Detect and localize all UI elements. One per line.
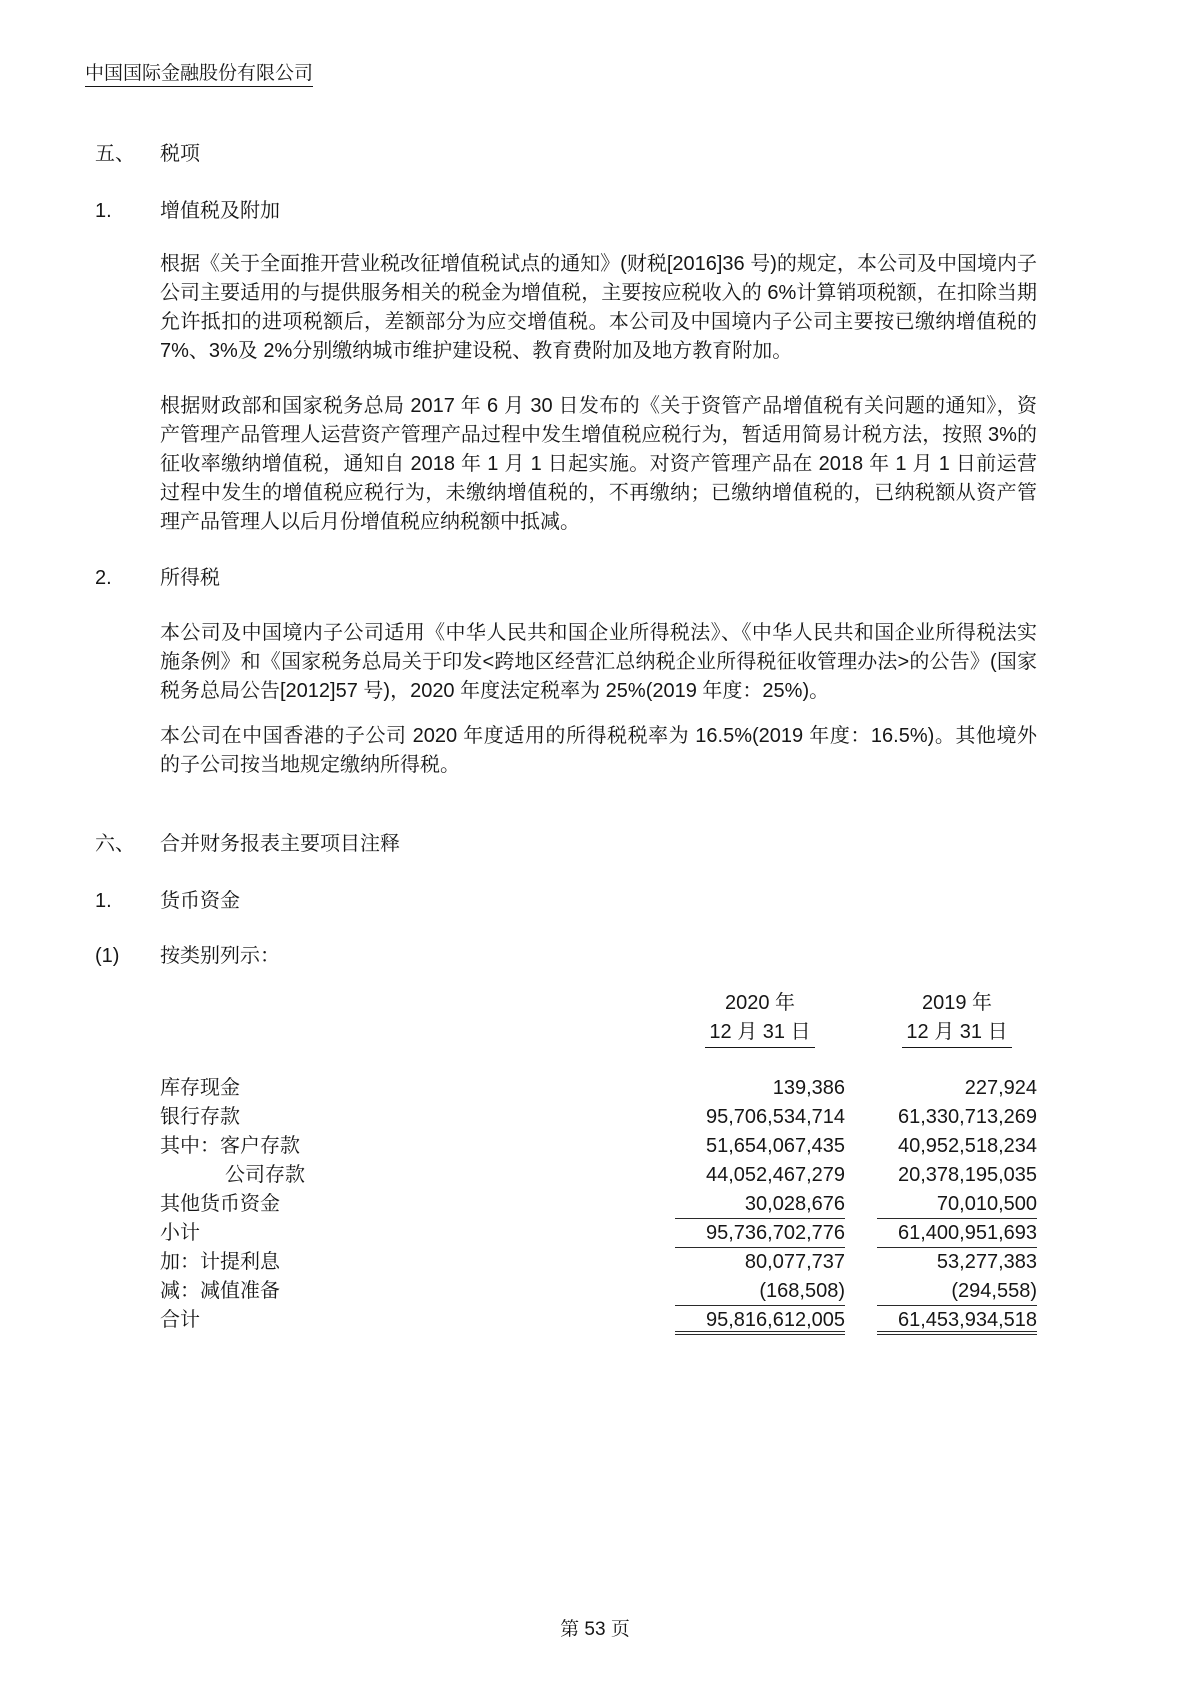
page-number: 第 53 页 xyxy=(560,1619,630,1640)
row-label: 库存现金 xyxy=(160,1077,240,1099)
subsection-5-2-number: 2. xyxy=(95,567,112,589)
value-2020: 44,052,467,279 xyxy=(705,1164,845,1186)
row-label: 减：减值准备 xyxy=(160,1280,280,1302)
table-row-client-deposits xyxy=(160,1132,1037,1161)
company-name: 中国国际金融股份有限公司 xyxy=(85,62,313,87)
column-header-2020-date: 12 月 31 日 xyxy=(705,1018,814,1048)
row-label: 银行存款 xyxy=(160,1106,240,1128)
row-label: 小计 xyxy=(160,1222,200,1244)
column-gap xyxy=(845,1219,877,1248)
column-gap xyxy=(845,1103,877,1132)
value-2019: (294,558) xyxy=(877,1277,1037,1306)
row-label: 合计 xyxy=(160,1309,200,1331)
paragraph-income-tax-2: 本公司在中国香港的子公司 2020 年度适用的所得税税率为 16.5%(2019 年度：16.5%)。其他境外的子公司按当地规定缴纳所得税。 xyxy=(160,725,1037,776)
row-label: 其他货币资金 xyxy=(160,1193,280,1215)
paragraph-vat-2: 根据财政部和国家税务总局 2017 年 6 月 30 日发布的《关于资管产品增值税有关问题的通知》，资产管理产品管理人运营资产管理产品过程中发生增值税应税行为，暂适用简易计税方法，按照 3%的征收率缴纳增值税，通知自 2018 年 1 月 1 日起实施。对资产管理产品在 2018 年 1 月 1 日前运营过程中发生的增值税应税行为，未缴纳增值税的，不再缴纳；已缴纳增值税的，已纳税额从资产管理产品管理人以后月份增值税应纳税额中抵减。 xyxy=(160,395,1037,533)
column-gap xyxy=(845,1306,877,1335)
column-gap xyxy=(845,1248,877,1277)
column-gap xyxy=(845,1190,877,1219)
section-6-number: 六、 xyxy=(95,833,135,855)
value-2019: 61,330,713,269 xyxy=(897,1106,1037,1128)
subsection-6-1-heading xyxy=(95,890,1190,913)
value-2020: 95,706,534,714 xyxy=(705,1106,845,1128)
value-2020: 139,386 xyxy=(772,1077,845,1099)
value-2019: 20,378,195,035 xyxy=(897,1164,1037,1186)
column-gap xyxy=(845,1161,877,1190)
paragraph-income-tax-1: 本公司及中国境内子公司适用《中华人民共和国企业所得税法》、《中华人民共和国企业所得税法实施条例》和《国家税务总局关于印发<跨地区经营汇总纳税企业所得税征收管理办法>的公告》(国家税务总局公告[2012]57 号)，2020 年度法定税率为 25%(2019 年度：25%)。 xyxy=(160,622,1037,702)
value-2020: 51,654,067,435 xyxy=(705,1135,845,1157)
value-2019: 227,924 xyxy=(964,1077,1037,1099)
monetary-funds-table xyxy=(160,989,1037,1335)
section-5-title: 税项 xyxy=(160,143,200,165)
row-label: 公司存款 xyxy=(225,1164,305,1186)
section-6-heading xyxy=(95,833,1190,856)
table-row-cash-on-hand xyxy=(160,1074,1037,1103)
subsection-5-1-title: 增值税及附加 xyxy=(160,200,280,222)
column-header-2019 xyxy=(877,989,1037,1048)
table-row-bank-deposits xyxy=(160,1103,1037,1132)
value-2019: 61,453,934,518 xyxy=(877,1306,1037,1335)
section-6-title: 合并财务报表主要项目注释 xyxy=(160,833,400,855)
subsection-5-2-heading xyxy=(95,567,1190,590)
item-6-1-1-title: 按类别列示： xyxy=(160,945,280,967)
table-row-accrued-interest xyxy=(160,1248,1037,1277)
column-header-2020-year: 2020 年 xyxy=(724,992,796,1014)
row-label: 其中：客户存款 xyxy=(160,1135,300,1157)
table-row-company-deposits xyxy=(160,1161,1037,1190)
row-label: 加：计提利息 xyxy=(160,1251,280,1273)
value-2020: 95,736,702,776 xyxy=(675,1219,845,1248)
item-6-1-1-number: (1) xyxy=(95,945,120,967)
section-5-number: 五、 xyxy=(95,143,135,165)
value-2019: 53,277,383 xyxy=(936,1251,1037,1273)
subsection-5-1-number: 1. xyxy=(95,200,112,222)
value-2020: 95,816,612,005 xyxy=(675,1306,845,1335)
subsection-6-1-number: 1. xyxy=(95,890,112,912)
table-body xyxy=(160,1074,1037,1335)
table-row-total xyxy=(160,1306,1037,1335)
column-header-2019-date: 12 月 31 日 xyxy=(902,1018,1011,1048)
subsection-6-1-title: 货币资金 xyxy=(160,890,240,912)
value-2019: 70,010,500 xyxy=(877,1190,1037,1219)
table-column-headers xyxy=(160,989,1037,1048)
column-gap xyxy=(845,1074,877,1103)
value-2019: 61,400,951,693 xyxy=(877,1219,1037,1248)
subsection-5-2-title: 所得税 xyxy=(160,567,220,589)
value-2019: 40,952,518,234 xyxy=(897,1135,1037,1157)
column-gap xyxy=(845,1132,877,1161)
value-2020: (168,508) xyxy=(675,1277,845,1306)
value-2020: 30,028,676 xyxy=(675,1190,845,1219)
section-5-heading xyxy=(95,143,1190,166)
table-row-subtotal xyxy=(160,1219,1037,1248)
subsection-5-1-heading xyxy=(95,200,1190,223)
column-header-2020 xyxy=(675,989,845,1048)
value-2020: 80,077,737 xyxy=(744,1251,845,1273)
paragraph-vat-1: 根据《关于全面推开营业税改征增值税试点的通知》(财税[2016]36 号)的规定，本公司及中国境内子公司主要适用的与提供服务相关的税金为增值税，主要按应税收入的 6%计算销项税额，在扣除当期允许抵扣的进项税额后，差额部分为应交增值税。本公司及中国境内子公司主要按已缴纳增值税的 7%、3%及 2%分别缴纳城市维护建设税、教育费附加及地方教育附加。 xyxy=(160,253,1037,362)
table-row-other-monetary-funds xyxy=(160,1190,1037,1219)
column-header-2019-year: 2019 年 xyxy=(921,992,993,1014)
table-row-impairment-provision xyxy=(160,1277,1037,1306)
column-gap xyxy=(845,1277,877,1306)
item-6-1-1-heading xyxy=(95,945,1190,968)
